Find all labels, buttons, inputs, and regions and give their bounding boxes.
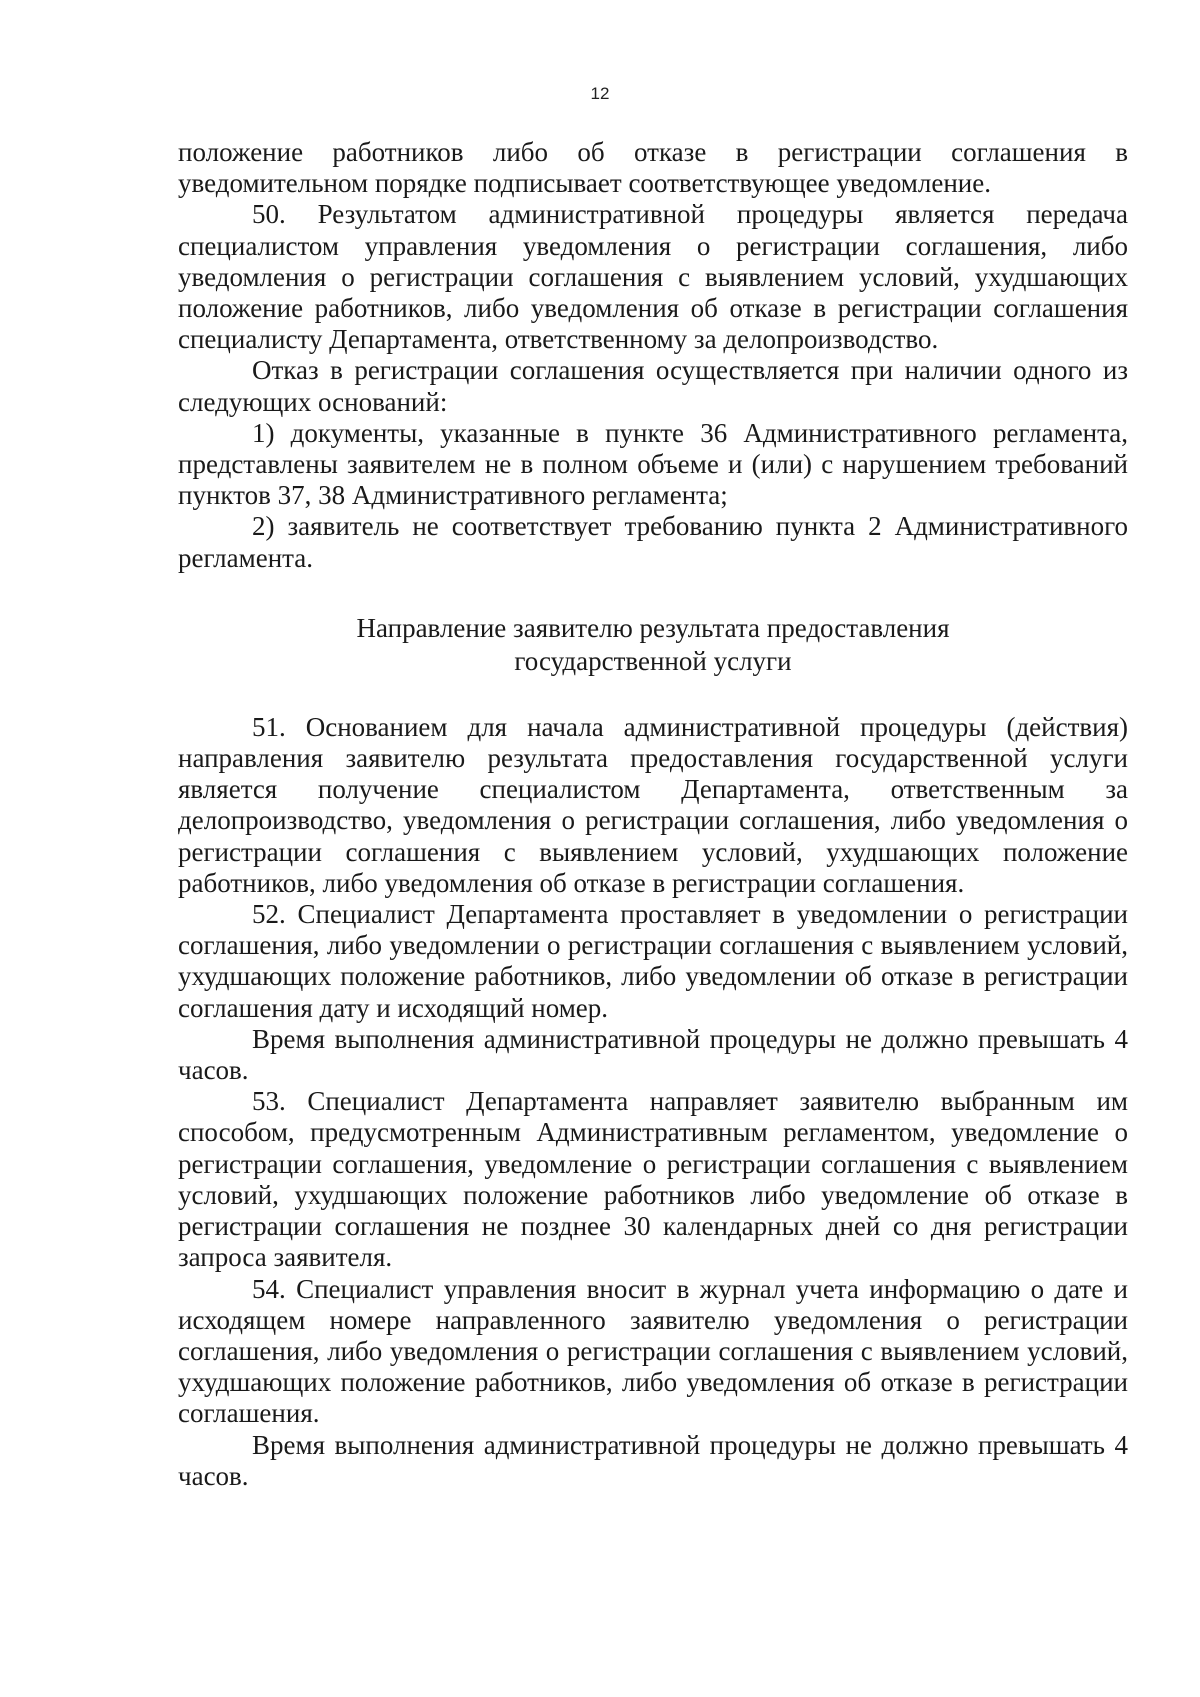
document-body bbox=[178, 137, 1128, 1492]
section-heading-line-1: Направление заявителю результата предоставления bbox=[356, 612, 950, 643]
paragraph-item-54: 54. Специалист управления вносит в журнал учета информацию о дате и исходящем номере направленного заявителю уведомления о регистрации соглашения, либо уведомления о регистрации соглашения с выявлением условий, ухудшающих положение работников, либо уведомления об отказе в регистрации соглашения. bbox=[178, 1273, 1128, 1429]
paragraph-item-50: 50. Результатом административной процедуры является передача специалистом управления уведомления о регистрации соглашения, либо уведомления о регистрации соглашения с выявлением условий, ухудшающих положение работников, либо уведомления об отказе в регистрации соглашения специалисту Департамента, ответственному за делопроизводство. bbox=[178, 199, 1128, 355]
paragraph-item-53: 53. Специалист Департамента направляет заявителю выбранным им способом, предусмотренным Административным регламентом, уведомление о регистрации соглашения, уведомление о регистрации соглашения с выявлением условий, ухудшающих положение работников либо уведомление об отказе в регистрации соглашения не позднее 30 календарных дней со дня регистрации запроса заявителя. bbox=[178, 1086, 1128, 1273]
paragraph-continuation: положение работников либо об отказе в регистрации соглашения в уведомительном порядке подписывает соответствующее уведомление. bbox=[178, 137, 1128, 199]
list-item-2: 2) заявитель не соответствует требованию пункта 2 Административного регламента. bbox=[178, 511, 1128, 573]
paragraph-refusal-grounds: Отказ в регистрации соглашения осуществляется при наличии одного из следующих оснований: bbox=[178, 355, 1128, 417]
paragraph-item-51: 51. Основанием для начала административной процедуры (действия) направления заявителю результата предоставления государственной услуги является получение специалистом Департамента, ответственным за делопроизводство, уведомления о регистрации соглашения, либо уведомления о регистрации соглашения с выявлением условий, ухудшающих положение работников, либо уведомления об отказе в регистрации соглашения. bbox=[178, 711, 1128, 898]
page-number: 12 bbox=[590, 84, 610, 103]
paragraph-time-limit-1: Время выполнения административной процедуры не должно превышать 4 часов. bbox=[178, 1023, 1128, 1086]
section-heading bbox=[178, 612, 1128, 678]
section-heading-line-2: государственной услуги bbox=[514, 645, 792, 676]
paragraph-item-52: 52. Специалист Департамента проставляет в уведомлении о регистрации соглашения, либо уведомлении о регистрации соглашения с выявлением условий, ухудшающих положение работников, либо уведомлении об отказе в регистрации соглашения дату и исходящий номер. bbox=[178, 899, 1128, 1023]
paragraph-time-limit-2: Время выполнения административной процедуры не должно превышать 4 часов. bbox=[178, 1429, 1128, 1491]
list-item-1: 1) документы, указанные в пункте 36 Административного регламента, представлены заявителем не в полном объеме и (или) с нарушением требований пунктов 37, 38 Административного регламента; bbox=[178, 417, 1128, 511]
